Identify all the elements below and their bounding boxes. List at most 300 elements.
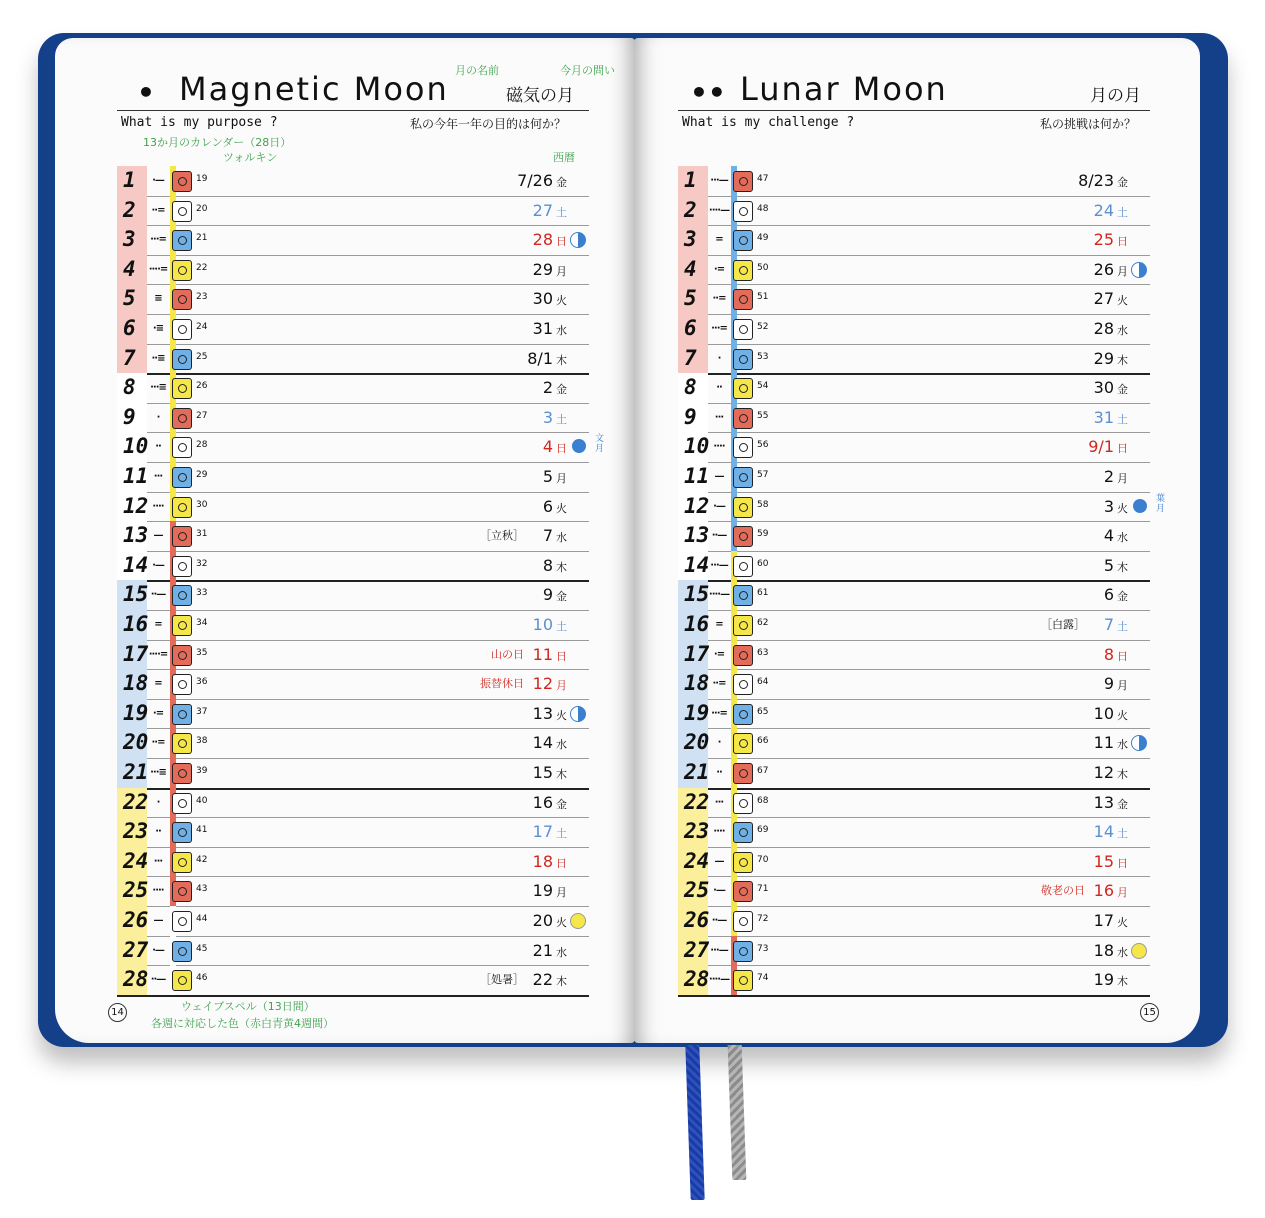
- weekday: 火: [556, 708, 567, 722]
- tone-dots-bars: ·: [156, 796, 160, 808]
- tone-dots-bars: ···—: [710, 944, 728, 956]
- annotation-gregorian: 西暦: [553, 151, 575, 164]
- gregorian-date: [533, 728, 567, 759]
- date-value: 3: [1103, 496, 1114, 516]
- calendar-row: [117, 373, 589, 404]
- gregorian-date: [1104, 521, 1128, 552]
- weekday: 月: [1117, 679, 1128, 693]
- tone-dots-bars: ···: [153, 855, 163, 867]
- solar-seal-icon: [172, 911, 192, 932]
- annotation-week-color: 各週に対応した色（赤白青黄4週間）: [151, 1017, 334, 1030]
- half-moon-icon: [570, 706, 586, 722]
- tone-dots-bars: ··: [155, 826, 161, 838]
- date-value: 5: [1103, 555, 1114, 575]
- tone-dots-bars: ·: [156, 411, 160, 423]
- calendar-row: [117, 284, 589, 315]
- tone-dots-bars: ··—: [711, 915, 727, 926]
- kin-number: 30: [196, 499, 208, 510]
- day-number: 1: [678, 166, 708, 196]
- gregorian-date: [533, 225, 567, 256]
- kin-number: 19: [196, 174, 208, 184]
- date-value: 2: [1103, 467, 1114, 486]
- weekday: 月: [556, 472, 567, 485]
- calendar-row: [678, 344, 1150, 376]
- tone-dots-bars: ··: [155, 441, 161, 453]
- gregorian-date: [543, 373, 567, 404]
- tone-dots-bars: —: [714, 855, 724, 867]
- gregorian-date: [1094, 344, 1128, 375]
- weekday: 水: [556, 324, 567, 337]
- date-value: 31: [532, 319, 553, 338]
- tone-dots-bars: ···: [153, 471, 163, 482]
- day-number: 27: [678, 936, 708, 966]
- date-value: 11: [1093, 733, 1114, 753]
- tone-dots-bars: ··: [716, 767, 722, 778]
- weekday: 水: [1117, 324, 1128, 337]
- kin-number: 74: [757, 973, 769, 984]
- kin-number: 64: [757, 677, 769, 688]
- tone-dots-bars: ···: [714, 411, 724, 423]
- date-value: 14: [532, 733, 553, 753]
- tone-dots-bars: —: [714, 471, 724, 482]
- calendar-row: [117, 462, 589, 493]
- kin-number: 57: [757, 470, 769, 480]
- month-dots: •: [137, 76, 155, 109]
- calendar-row: [678, 521, 1150, 552]
- solar-seal-icon: [733, 615, 753, 636]
- kin-number: 48: [757, 203, 769, 214]
- date-value: 9: [1103, 674, 1114, 694]
- day-number: 15: [117, 580, 147, 610]
- calendar-row: [678, 788, 1150, 819]
- title-rule: [678, 110, 1150, 111]
- day-number: 25: [678, 876, 708, 906]
- date-value: 29: [1093, 348, 1114, 368]
- gregorian-date: [1094, 936, 1128, 967]
- annotation-month-question: 今月の問い: [560, 64, 615, 77]
- day-number: 28: [678, 965, 708, 995]
- tone-dots-bars: =: [154, 619, 162, 630]
- day-number: 19: [117, 699, 147, 729]
- solar-seal-icon: [172, 970, 192, 991]
- kin-number: 72: [757, 914, 769, 924]
- calendar-row: [678, 284, 1150, 315]
- day-number: 3: [678, 225, 708, 255]
- tone-dots-bars: ··—: [150, 974, 166, 986]
- solar-seal-icon: [172, 822, 192, 843]
- weekday: 日: [556, 442, 567, 456]
- weekday: 金: [556, 383, 567, 397]
- calendar-table-right: [678, 166, 1166, 994]
- calendar-row: [117, 728, 589, 759]
- kin-number: 46: [196, 973, 208, 984]
- bookmark-ribbon-silver[interactable]: [728, 1045, 747, 1180]
- solar-seal-icon: [172, 615, 192, 636]
- calendar-row: [117, 699, 589, 730]
- date-value: 17: [532, 822, 553, 842]
- date-value: 10: [532, 615, 553, 634]
- calendar-row: [678, 462, 1150, 493]
- day-number: 6: [678, 314, 708, 344]
- kin-number: 40: [196, 795, 208, 806]
- day-number: 12: [678, 492, 708, 522]
- day-number: 16: [117, 610, 147, 640]
- day-number: 22: [117, 788, 147, 818]
- half-moon-icon: [1131, 735, 1147, 751]
- gregorian-date: [1104, 462, 1128, 493]
- month-dots: ••: [690, 76, 726, 109]
- date-value: 5: [542, 467, 553, 486]
- solar-seal-icon: [733, 230, 753, 251]
- annotation-wavespell: ウェイブスペル（13日間）: [181, 1000, 315, 1013]
- weekday: 月: [556, 679, 567, 693]
- calendar-row: [678, 196, 1150, 227]
- gregorian-date: [543, 492, 567, 523]
- solar-seal-icon: [733, 970, 753, 991]
- tone-dots-bars: ·—: [152, 944, 164, 956]
- calendar-row: [117, 521, 589, 552]
- new-moon-icon: [1133, 499, 1147, 513]
- kin-number: 31: [196, 529, 208, 540]
- weekday: 日: [1117, 235, 1128, 249]
- tone-dots-bars: —: [153, 915, 163, 926]
- weekday: 月: [1117, 472, 1128, 485]
- tone-dots-bars: ··≡: [151, 352, 165, 364]
- tone-dots-bars: ···—: [710, 175, 728, 186]
- day-number: 18: [117, 669, 147, 699]
- gregorian-date: [1094, 255, 1128, 286]
- weekday: 月: [556, 886, 567, 900]
- solar-seal-icon: [172, 467, 192, 488]
- date-value: 2: [542, 378, 553, 398]
- day-number: 9: [678, 403, 708, 433]
- kin-number: 49: [757, 233, 769, 244]
- kin-number: 61: [757, 588, 769, 599]
- solar-seal-icon: [733, 437, 753, 458]
- holiday-label: 山の日: [491, 647, 524, 661]
- day-number: 21: [117, 758, 147, 788]
- calendar-row: [678, 255, 1150, 286]
- gregorian-date: [1094, 284, 1128, 315]
- day-number: 17: [117, 640, 147, 670]
- solar-seal-icon: [172, 260, 192, 281]
- weekday: 金: [556, 797, 567, 811]
- gregorian-date: [543, 432, 567, 463]
- kin-number: 62: [757, 618, 769, 628]
- calendar-row: [678, 610, 1150, 641]
- weekday: 土: [556, 205, 567, 219]
- solar-seal-icon: [172, 319, 192, 340]
- day-number: 10: [117, 432, 147, 462]
- calendar-row: [678, 965, 1150, 997]
- gregorian-date: [533, 640, 567, 671]
- day-number: 10: [678, 432, 708, 462]
- day-number: 25: [117, 876, 147, 906]
- right-page: [634, 38, 1200, 1043]
- weekday: 日: [556, 649, 567, 663]
- date-value: 15: [532, 763, 553, 782]
- date-value: 9: [542, 585, 553, 605]
- calendar-row: [117, 432, 605, 463]
- calendar-row: [678, 432, 1150, 463]
- weekday: 木: [1117, 560, 1128, 574]
- solar-seal-icon: [733, 822, 753, 843]
- weekday: 木: [1117, 768, 1128, 781]
- gregorian-date: [533, 284, 567, 315]
- kin-number: 71: [757, 884, 769, 895]
- kin-number: 39: [196, 766, 208, 776]
- date-value: 6: [542, 496, 553, 516]
- day-number: 26: [678, 906, 708, 936]
- calendar-row: [117, 403, 589, 434]
- date-value: 28: [532, 230, 553, 250]
- solar-seal-icon: [733, 911, 753, 932]
- day-number: 1: [117, 166, 147, 196]
- weekday: 水: [1117, 531, 1128, 545]
- weekday: 火: [556, 916, 567, 929]
- date-value: 18: [532, 851, 553, 871]
- kin-number: 28: [196, 440, 208, 451]
- day-number: 23: [117, 817, 147, 847]
- date-value: 19: [532, 881, 553, 901]
- calendar-row: [117, 225, 589, 256]
- gregorian-date: [533, 906, 567, 937]
- gregorian-date: [533, 788, 567, 819]
- page-number: 15: [1140, 1003, 1159, 1022]
- date-value: 30: [1093, 378, 1114, 398]
- gregorian-date: [1094, 876, 1128, 907]
- weekday: 金: [1117, 797, 1128, 811]
- solar-seal-icon: [733, 467, 753, 488]
- gregorian-date: [1088, 432, 1128, 463]
- tone-dots-bars: ··=: [151, 737, 165, 749]
- solar-seal-icon: [172, 289, 192, 310]
- kin-number: 63: [757, 647, 769, 658]
- solar-seal-icon: [733, 319, 753, 340]
- weekday: 木: [1117, 975, 1128, 989]
- page-title: Lunar Moon: [740, 70, 948, 108]
- calendar-row: [678, 580, 1150, 611]
- solar-seal-icon: [733, 585, 753, 606]
- gregorian-date: [533, 255, 567, 286]
- kin-number: 66: [757, 736, 769, 747]
- date-value: 16: [532, 792, 553, 812]
- tone-dots-bars: ·—: [713, 500, 725, 512]
- gregorian-date: [1078, 166, 1128, 197]
- calendar-row: [117, 610, 589, 641]
- calendar-row: [678, 373, 1150, 404]
- tone-dots-bars: ·≡: [152, 323, 164, 334]
- month-question-jp: 私の今年一年の目的は何か？: [410, 117, 567, 131]
- date-value: 8/23: [1078, 171, 1114, 190]
- gregorian-date: [543, 521, 567, 552]
- solar-seal-icon: [172, 171, 192, 192]
- solar-seal-icon: [172, 645, 192, 666]
- solar-seal-icon: [172, 556, 192, 577]
- day-number: 13: [117, 521, 147, 551]
- day-number: 7: [117, 344, 147, 374]
- calendar-row: [117, 965, 589, 997]
- date-value: 25: [1093, 230, 1114, 250]
- solar-seal-icon: [733, 881, 753, 902]
- page-title-jp: 磁気の月: [506, 86, 574, 106]
- month-question: What is my challenge ?: [682, 115, 855, 130]
- calendar-row: [117, 847, 589, 878]
- day-number: 7: [678, 344, 708, 374]
- calendar-row: [117, 580, 589, 611]
- kin-number: 24: [196, 322, 208, 332]
- gregorian-date: [533, 314, 567, 345]
- date-value: 18: [1093, 940, 1114, 960]
- weekday: 土: [556, 412, 567, 426]
- weekday: 土: [556, 827, 567, 841]
- day-number: 6: [117, 314, 147, 344]
- solar-seal-icon: [172, 941, 192, 962]
- kin-number: 41: [196, 825, 208, 836]
- day-number: 2: [117, 196, 147, 226]
- weekday: 火: [1117, 294, 1128, 308]
- gregorian-date: [1094, 906, 1128, 937]
- gregorian-date: [1094, 314, 1128, 345]
- gregorian-date: [1094, 847, 1128, 878]
- kin-number: 36: [196, 677, 208, 688]
- kin-number: 73: [757, 943, 769, 954]
- tone-dots-bars: ··—: [150, 589, 166, 601]
- day-number: 8: [117, 373, 147, 403]
- gregorian-date: [1094, 225, 1128, 256]
- gregorian-date: [533, 758, 567, 789]
- date-value: 3: [542, 407, 553, 427]
- solar-seal-icon: [733, 674, 753, 695]
- date-value: 7: [542, 526, 553, 546]
- tone-dots-bars: ····: [152, 885, 164, 897]
- day-number: 4: [678, 255, 708, 285]
- tone-dots-bars: ··=: [712, 678, 726, 690]
- day-number: 13: [678, 521, 708, 551]
- kin-number: 29: [196, 470, 208, 480]
- tone-dots-bars: ≡: [154, 293, 162, 305]
- solar-seal-icon: [733, 556, 753, 577]
- weekday: 日: [556, 235, 567, 249]
- gregorian-date: [543, 462, 567, 493]
- kin-number: 52: [757, 322, 769, 332]
- solar-seal-icon: [172, 437, 192, 458]
- title-rule: [117, 110, 589, 111]
- date-value: 14: [1093, 822, 1114, 842]
- half-moon-icon: [1131, 262, 1147, 278]
- kin-number: 23: [196, 292, 208, 303]
- solar-seal-icon: [172, 674, 192, 695]
- tone-dots-bars: ····: [713, 826, 725, 838]
- calendar-row: [117, 817, 589, 848]
- tone-dots-bars: ···—: [710, 559, 728, 571]
- day-number: 11: [117, 462, 147, 492]
- date-value: 17: [1093, 911, 1114, 930]
- page-title: Magnetic Moon: [179, 70, 449, 108]
- gregorian-date: [533, 965, 567, 996]
- weekday: 火: [1117, 708, 1128, 722]
- page-number: 14: [108, 1003, 127, 1022]
- calendar-row: [678, 225, 1150, 256]
- kin-number: 51: [757, 292, 769, 303]
- solar-seal-icon: [172, 526, 192, 547]
- gregorian-date: [533, 847, 567, 878]
- gregorian-date: [1104, 492, 1128, 523]
- kin-number: 42: [196, 854, 208, 865]
- weekday: 金: [1117, 590, 1128, 604]
- date-value: 12: [532, 674, 553, 694]
- date-value: 8/1: [527, 348, 553, 368]
- gregorian-date: [1094, 758, 1128, 789]
- tone-dots-bars: ····—: [708, 974, 730, 986]
- weekday: 月: [1117, 264, 1128, 278]
- calendar-row: [117, 906, 589, 937]
- day-number: 8: [678, 373, 708, 403]
- solar-seal-icon: [733, 645, 753, 666]
- gregorian-date: [533, 936, 567, 967]
- kin-number: 38: [196, 736, 208, 747]
- tone-dots-bars: ····—: [708, 204, 730, 216]
- date-value: 10: [1093, 703, 1114, 723]
- calendar-row: [117, 314, 589, 345]
- calendar-row: [678, 640, 1150, 671]
- calendar-row: [678, 314, 1150, 345]
- tone-dots-bars: ····: [152, 500, 164, 512]
- day-number: 24: [678, 847, 708, 877]
- weekday: 水: [1117, 738, 1128, 752]
- kin-number: 68: [757, 795, 769, 806]
- day-number: 5: [117, 284, 147, 314]
- day-number: 20: [117, 728, 147, 758]
- date-value: 22: [532, 970, 553, 990]
- tone-dots-bars: ····=: [148, 648, 168, 660]
- bookmark-ribbon-blue[interactable]: [685, 1045, 704, 1200]
- holiday-label: 振替休日: [480, 677, 524, 691]
- kin-number: 43: [196, 884, 208, 895]
- weekday: 日: [556, 856, 567, 870]
- solar-seal-icon: [172, 349, 192, 370]
- solar-seal-icon: [733, 201, 753, 222]
- calendar-row: [117, 551, 589, 583]
- date-value: 27: [532, 200, 553, 220]
- gregorian-date: [543, 551, 567, 582]
- weekday: 水: [556, 531, 567, 545]
- tone-dots-bars: ···=: [711, 323, 727, 334]
- day-number: 11: [678, 462, 708, 492]
- tone-dots-bars: ·: [717, 352, 721, 364]
- gregorian-date: [533, 196, 567, 227]
- calendar-row: [117, 255, 589, 286]
- annotation-13-month-calendar: 13か月のカレンダー（28日）: [143, 136, 292, 149]
- kin-number: 55: [757, 410, 769, 421]
- tone-dots-bars: ····—: [708, 589, 730, 601]
- weekday: 木: [556, 768, 567, 781]
- tone-dots-bars: ···: [714, 796, 724, 808]
- kin-number: 20: [196, 203, 208, 214]
- kin-number: 26: [196, 381, 208, 392]
- gregorian-date: [527, 344, 567, 375]
- day-number: 2: [678, 196, 708, 226]
- kin-number: 33: [196, 588, 208, 599]
- kin-number: 45: [196, 943, 208, 954]
- day-number: 19: [678, 699, 708, 729]
- date-value: 7/26: [517, 171, 553, 190]
- kin-number: 27: [196, 410, 208, 421]
- calendar-row: [678, 876, 1150, 907]
- day-number: 22: [678, 788, 708, 818]
- tone-dots-bars: ·: [717, 737, 721, 749]
- solar-seal-icon: [172, 585, 192, 606]
